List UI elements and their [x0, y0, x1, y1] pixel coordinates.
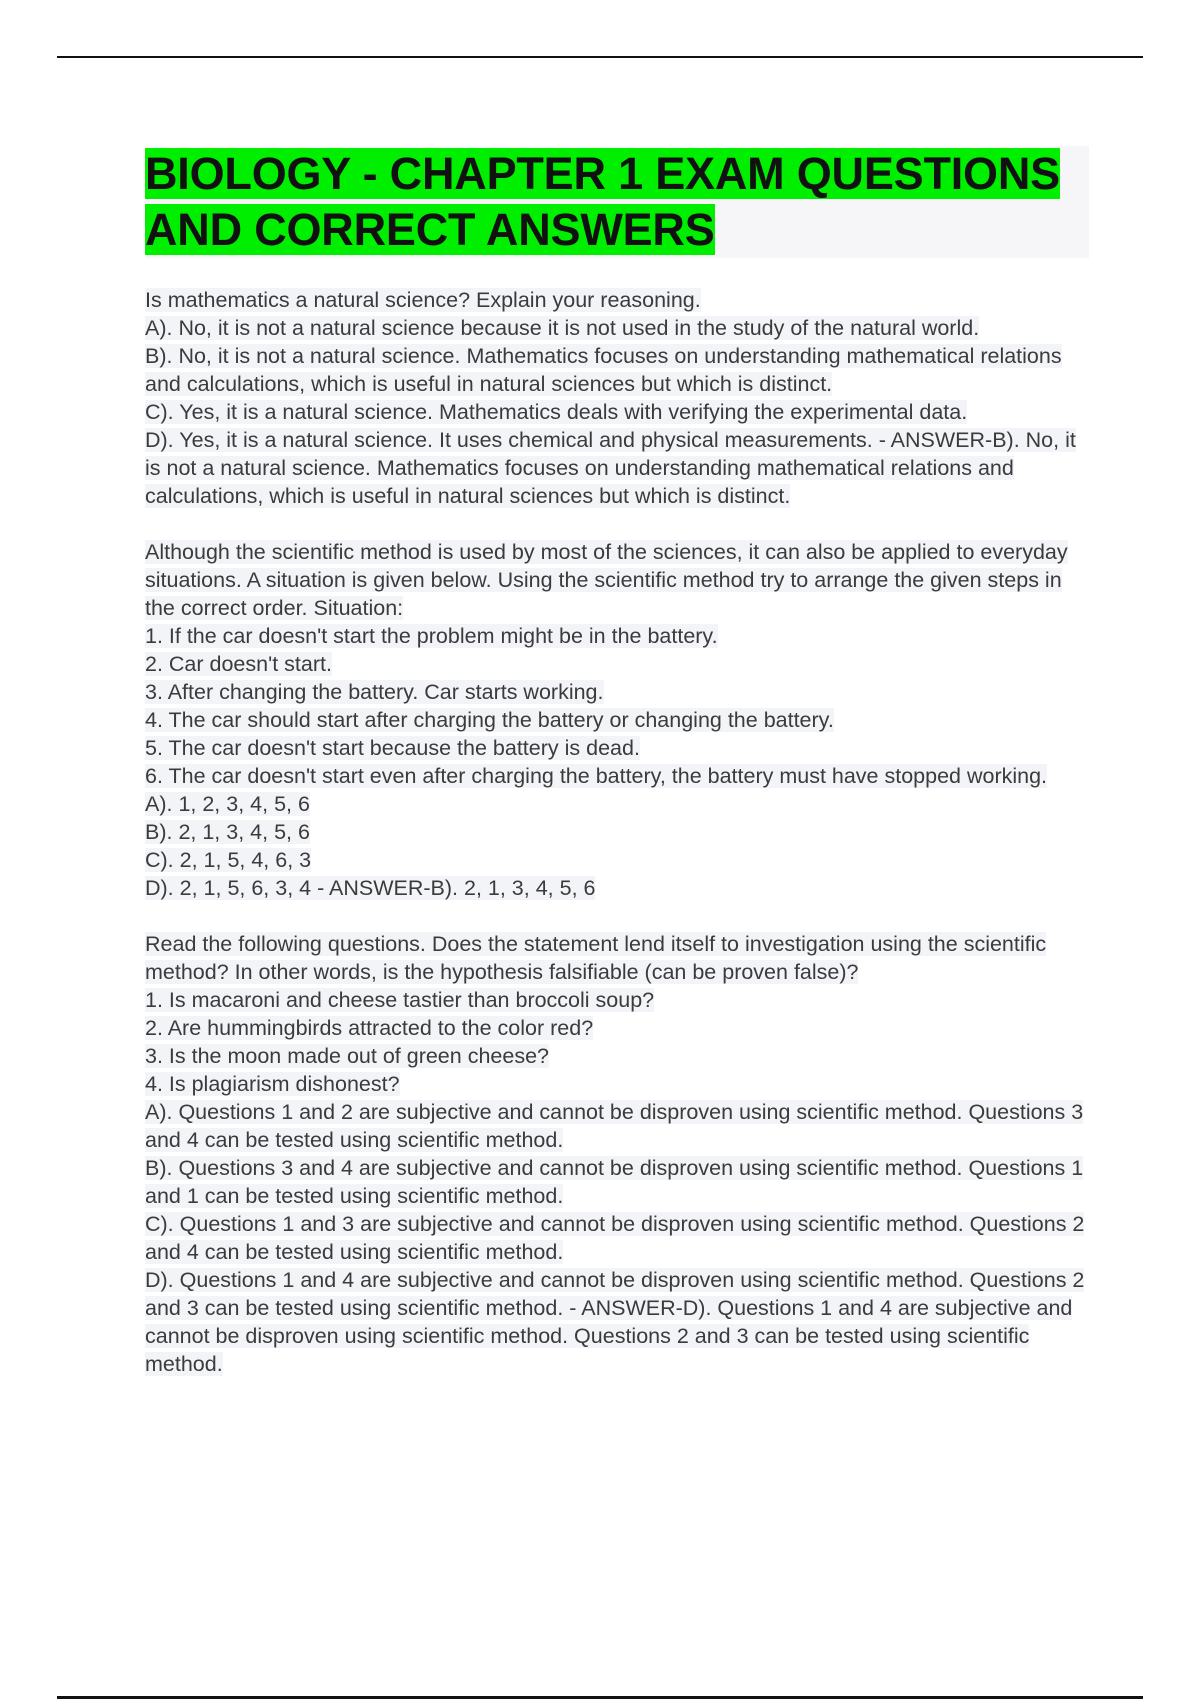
question-2-option-d-answer: D). 2, 1, 5, 6, 3, 4 - ANSWER-B). 2, 1, 3, 4, 5, 6 — [145, 876, 596, 900]
question-1-option-c: C). Yes, it is a natural science. Mathematics deals with verifying the experimental data. — [145, 400, 968, 424]
question-block-2 — [145, 538, 1089, 902]
question-2-option-b: B). 2, 1, 3, 4, 5, 6 — [145, 820, 310, 844]
question-2-option-a: A). 1, 2, 3, 4, 5, 6 — [145, 792, 310, 816]
document-title — [145, 146, 1089, 258]
question-3-item-1: 1. Is macaroni and cheese tastier than broccoli soup? — [145, 988, 655, 1012]
question-3-item-4: 4. Is plagiarism dishonest? — [145, 1072, 400, 1096]
title-block — [145, 146, 1089, 258]
document-body — [145, 146, 1089, 1406]
question-3-option-b: B). Questions 3 and 4 are subjective and cannot be disproven using scientific method. Questions 1 and 1 can be tested using scientific method. — [145, 1156, 1084, 1208]
question-3-option-c: C). Questions 1 and 3 are subjective and cannot be disproven using scientific method. Questions 2 and 4 can be tested using scientific method. — [145, 1212, 1085, 1264]
question-3-item-2: 2. Are hummingbirds attracted to the color red? — [145, 1016, 594, 1040]
question-3-option-a: A). Questions 1 and 2 are subjective and cannot be disproven using scientific method. Questions 3 and 4 can be tested using scientific method. — [145, 1100, 1084, 1152]
question-1-option-b: B). No, it is not a natural science. Mathematics focuses on understanding mathematical relations and calculations, which is useful in natural sciences but which is distinct. — [145, 344, 1062, 396]
question-1-option-a: A). No, it is not a natural science because it is not used in the study of the natural world. — [145, 316, 980, 340]
question-2-step-3: 3. After changing the battery. Car starts working. — [145, 680, 604, 704]
question-2-option-c: C). 2, 1, 5, 4, 6, 3 — [145, 848, 312, 872]
question-2-step-6: 6. The car doesn't start even after charging the battery, the battery must have stopped working. — [145, 764, 1048, 788]
top-rule — [57, 56, 1143, 58]
question-3-option-d-answer: D). Questions 1 and 4 are subjective and cannot be disproven using scientific method. Questions 2 and 3 can be tested using scientific method. - ANSWER-D). Questions 1 and 4 are subjective and cannot be disproven using scientific method. Questions 2 and 3 can be tested using scientific method. — [145, 1268, 1085, 1376]
question-2-step-5: 5. The car doesn't start because the battery is dead. — [145, 736, 640, 760]
question-block-3 — [145, 930, 1089, 1378]
question-3-prompt: Read the following questions. Does the statement lend itself to investigation using the scientific method? In other words, is the hypothesis falsifiable (can be proven false)? — [145, 932, 1047, 984]
question-3-item-3: 3. Is the moon made out of green cheese? — [145, 1044, 549, 1068]
question-2-prompt: Although the scientific method is used by most of the sciences, it can also be applied to everyday situations. A situation is given below. Using the scientific method try to arrange the given steps in the correct order. Situation: — [145, 540, 1068, 620]
question-2-step-2: 2. Car doesn't start. — [145, 652, 332, 676]
question-2-step-4: 4. The car should start after charging the battery or changing the battery. — [145, 708, 834, 732]
question-1-prompt: Is mathematics a natural science? Explain your reasoning. — [145, 288, 701, 312]
question-block-1 — [145, 286, 1089, 510]
question-2-step-1: 1. If the car doesn't start the problem might be in the battery. — [145, 624, 718, 648]
question-1-option-d-answer: D). Yes, it is a natural science. It uses chemical and physical measurements. - ANSWER-B). No, it is not a natural science. Mathematics focuses on understanding mathematical relations and calculations, which is useful in natural sciences but which is distinct. — [145, 428, 1076, 508]
title-highlight: BIOLOGY - CHAPTER 1 EXAM QUESTIONS AND CORRECT ANSWERS — [145, 148, 1060, 255]
bottom-rule — [57, 1696, 1143, 1699]
